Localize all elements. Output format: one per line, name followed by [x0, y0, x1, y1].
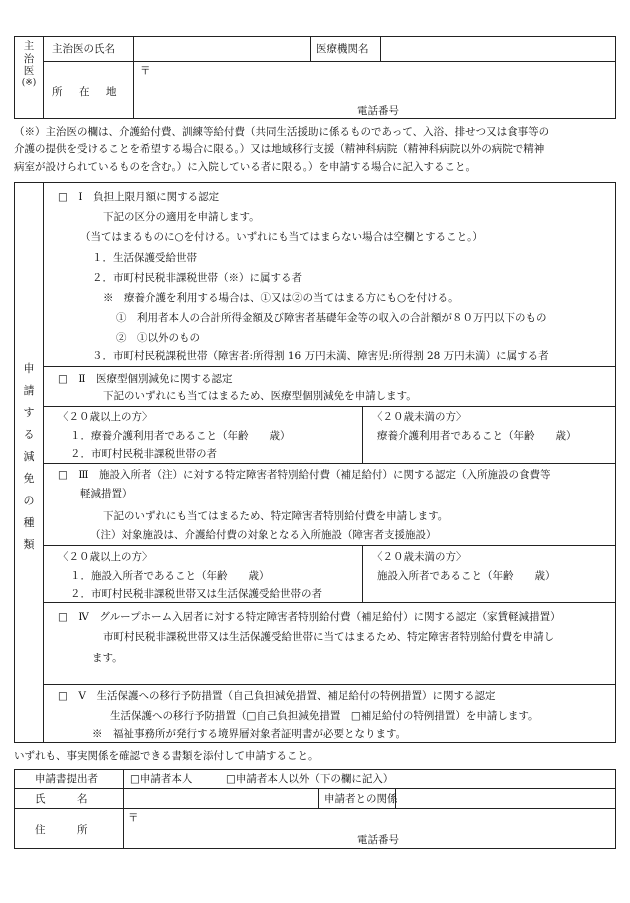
physician-name-label: 主治医の氏名: [52, 43, 115, 55]
section1-line-1: 下記の区分の適用を申請します。: [103, 211, 260, 223]
section3-right-head: 〈２０歳未満の方〉: [372, 551, 467, 563]
section3-left-option-2[interactable]: ２．市町村民税非課税世帯又は生活保護受給世帯の者: [70, 588, 322, 600]
physician-side-label: 主 治 医 (※): [21, 40, 37, 88]
submitter-phone-label: 電話番号: [357, 834, 399, 846]
physician-postal-mark: 〒: [140, 65, 151, 77]
reduction-side-label: 申 請 す る 減 免 の 種 類: [23, 362, 35, 551]
section1-sub-option-1[interactable]: ① 利用者本人の合計所得金額及び障害者基礎年金等の収入の合計額が８０万円以下のもの: [116, 312, 547, 324]
section2-left-option-1[interactable]: １．療養介護利用者であること（年齢 歳）: [70, 430, 291, 442]
physician-note-line-3: 病室が設けられているものを含む。）に入院している者に限る。）を申請する場合に記入すること。: [14, 161, 476, 173]
submitter-name-label: 氏 名: [35, 793, 88, 805]
physician-note-line-2: 介護の提供を受けることを希望する場合に限る。）又は地域移行支援（精神科病院（精神科病院以外の病院で精神: [14, 143, 545, 155]
institution-label: 医療機関名: [316, 43, 369, 55]
section4-line-1: 市町村民税非課税世帯又は生活保護受給世帯に当てはまるため、特定障害者特別給付費を申請し: [103, 631, 555, 643]
section2-right-option-1[interactable]: 療養介護利用者であること（年齢 歳）: [377, 430, 577, 442]
submitter-label: 申請書提出者: [35, 773, 98, 785]
institution-field[interactable]: [381, 37, 615, 60]
section2-right-head: 〈２０歳未満の方〉: [372, 411, 467, 423]
section1-option-1[interactable]: １．生活保護受給世帯: [92, 252, 197, 264]
section5-title[interactable]: □ Ⅴ 生活保護への移行予防措置（自己負担減免措置、補足給付の特例措置）に関する認定: [58, 690, 496, 702]
section3-left-head: 〈２０歳以上の方〉: [58, 551, 153, 563]
submitter-option-other[interactable]: □申請者本人以外（下の欄に記入）: [226, 773, 394, 785]
section1-option-2[interactable]: ２．市町村民税非課税世帯（※）に属する者: [92, 272, 302, 284]
section2-left-option-2[interactable]: ２．市町村民税非課税世帯の者: [70, 448, 217, 460]
section3-title-2: 軽減措置）: [80, 488, 133, 500]
section1-line-2: （当てはまるものに○を付ける。いずれにも当てはまらない場合は空欄とすること。）: [80, 231, 483, 243]
submitter-address-label: 住 所: [35, 824, 88, 836]
submitter-relation-field[interactable]: [396, 789, 615, 807]
submitter-option-self[interactable]: □申請者本人: [130, 773, 193, 785]
section3-left-option-1[interactable]: １．施設入所者であること（年齢 歳）: [70, 570, 270, 582]
physician-name-field[interactable]: [134, 37, 309, 60]
section1-option-3[interactable]: ３．市町村民税課税世帯（障害者:所得割 16 万円未満、障害児:所得割 28 万円未満）に属する者: [92, 350, 549, 362]
section4-line-2: ます。: [92, 652, 123, 664]
physician-address-label: 所 在 地: [52, 86, 120, 98]
submitter-name-field[interactable]: [124, 789, 317, 807]
section1-sub-option-2[interactable]: ② ①以外のもの: [116, 332, 200, 344]
section3-right-option-1[interactable]: 施設入所者であること（年齢 歳）: [377, 570, 556, 582]
submitter-postal-mark: 〒: [128, 812, 139, 824]
physician-phone-label: 電話番号: [357, 105, 399, 117]
physician-note-line-1: （※）主治医の欄は、介護給付費、訓練等給付費（共同生活援助に係るものであって、入浴、排せつ又は食事等の: [14, 126, 550, 138]
section2-left-head: 〈２０歳以上の方〉: [58, 411, 153, 423]
section3-note: （注）対象施設は、介護給付費の対象となる入所施設（障害者支援施設）: [90, 529, 437, 541]
section1-note: ※ 療養介護を利用する場合は、①又は②の当てはまる方にも○を付ける。: [103, 292, 459, 304]
submitter-relation-label: 申請者との関係: [324, 793, 398, 805]
section5-line-2: ※ 福祉事務所が発行する境界層対象者証明書が必要となります。: [92, 728, 407, 740]
section3-line-1: 下記のいずれにも当てはまるため、特定障害者特別給付費を申請します。: [103, 510, 449, 522]
section5-line-1[interactable]: 生活保護への移行予防措置（□自己負担減免措置 □補足給付の特例措置）を申請します。: [110, 710, 539, 722]
attach-note: いずれも、事実関係を確認できる書類を添付して申請すること。: [14, 750, 319, 762]
section4-title[interactable]: □ Ⅳ グループホーム入居者に対する特定障害者特別給付費（補足給付）に関する認定（家賃軽減措置）: [58, 611, 561, 623]
section2-line-1: 下記のいずれにも当てはまるため、医療型個別減免を申請します。: [103, 390, 417, 402]
section3-title[interactable]: □ Ⅲ 施設入所者（注）に対する特定障害者特別給付費（補足給付）に関する認定（入所施設の食費等: [58, 469, 551, 481]
section1-title[interactable]: □ Ⅰ 負担上限月額に関する認定: [58, 191, 220, 203]
section2-title[interactable]: □ Ⅱ 医療型個別減免に関する認定: [58, 373, 233, 385]
